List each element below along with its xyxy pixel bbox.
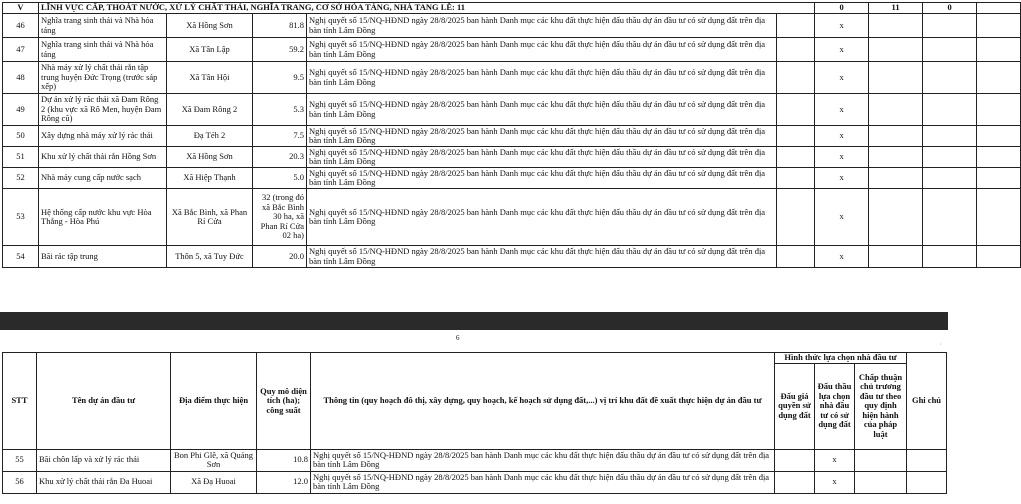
header-opt-approval: Chấp thuận chủ trương đầu tư theo quy định hiện hành của pháp luật (855, 363, 907, 449)
row-empty-cell (869, 38, 923, 62)
row-project-name: Khu xử lý chất thải rắn Hồng Sơn (39, 147, 167, 168)
row-empty-cell (923, 246, 977, 268)
row-auction (775, 471, 815, 493)
row-project-name: Hệ thống cấp nước khu vực Hòa Thắng - Hòa Phú (39, 189, 167, 246)
row-bidding-mark: x (815, 62, 869, 94)
row-location: Xã Đam Rông 2 (167, 94, 253, 126)
row-empty-cell (907, 449, 947, 471)
row-location: Xã Tân Lập (167, 38, 253, 62)
row-scale: 5.0 (253, 168, 307, 189)
row-info: Nghị quyết số 15/NQ-HĐND ngày 28/8/2025 ban hành Danh mục các khu đất thực hiện đấu thầu dự án đầu tư có sử dụng đất trên địa bàn tỉnh Lâm Đồng (307, 62, 777, 94)
row-location: Xã Tân Hội (167, 62, 253, 94)
row-project-name: Bãi chôn lấp và xử lý rác thải (37, 449, 171, 471)
row-empty-cell (977, 126, 1021, 147)
row-stt: 51 (3, 147, 39, 168)
row-empty-cell (923, 38, 977, 62)
row-empty-cell (855, 449, 907, 471)
row-empty-cell (907, 471, 947, 493)
row-location: Xã Hồng Sơn (167, 147, 253, 168)
table-body-top (3, 14, 1021, 268)
table-row (3, 14, 1021, 38)
row-stt: 46 (3, 14, 39, 38)
row-empty-cell (977, 62, 1021, 94)
row-project-name: Nhà máy cung cấp nước sạch (39, 168, 167, 189)
header-row-1 (3, 353, 947, 364)
row-stt: 52 (3, 168, 39, 189)
row-empty-cell (869, 246, 923, 268)
row-empty-cell (869, 126, 923, 147)
section-row (3, 3, 1021, 14)
row-empty-cell (869, 62, 923, 94)
row-info: Nghị quyết số 15/NQ-HĐND ngày 28/8/2025 ban hành Danh mục các khu đất thực hiện đấu thầu dự án đầu tư có sử dụng đất trên địa bàn tỉnh Lâm Đồng (311, 449, 775, 471)
section-count-a: 0 (815, 3, 869, 14)
row-empty-cell (869, 147, 923, 168)
row-auction (777, 94, 815, 126)
row-empty-cell (977, 189, 1021, 246)
row-bidding-mark: x (815, 38, 869, 62)
header-scale: Quy mô diện tích (ha); công suất (257, 353, 311, 450)
row-empty-cell (869, 14, 923, 38)
row-scale: 9.5 (253, 62, 307, 94)
table-row (3, 189, 1021, 246)
row-auction (777, 147, 815, 168)
row-info: Nghị quyết số 15/NQ-HĐND ngày 28/8/2025 ban hành Danh mục các khu đất thực hiện đấu thầu dự án đầu tư có sử dụng đất trên địa bàn tỉnh Lâm Đồng (307, 14, 777, 38)
row-stt: 48 (3, 62, 39, 94)
row-location: Bon Phi Glê, xã Quảng Sơn (171, 449, 257, 471)
row-empty-cell (977, 147, 1021, 168)
row-bidding-mark: x (815, 168, 869, 189)
row-stt: 56 (3, 471, 37, 493)
row-auction (777, 14, 815, 38)
row-bidding-mark: x (815, 449, 855, 471)
row-project-name: Bãi rác tập trung (39, 246, 167, 268)
project-table-bottom (2, 352, 947, 494)
header-location: Địa điểm thực hiện (171, 353, 257, 450)
table-row (3, 168, 1021, 189)
table-row (3, 449, 947, 471)
row-location: Thôn 5, xã Tuy Đức (167, 246, 253, 268)
row-scale: 81.8 (253, 14, 307, 38)
page-break-bar (0, 312, 948, 330)
header-group: Hình thức lựa chọn nhà đầu tư (775, 353, 907, 364)
row-empty-cell (977, 38, 1021, 62)
row-empty-cell (923, 62, 977, 94)
row-empty-cell (923, 189, 977, 246)
header-info: Thông tin (quy hoạch đô thị, xây dựng, quy hoạch, kế hoạch sử dụng đất,...) vị trí khu đất đề xuất thực hiện dự án đầu tư (311, 353, 775, 450)
row-location: Xã Hồng Sơn (167, 14, 253, 38)
row-bidding-mark: x (815, 94, 869, 126)
table-row (3, 94, 1021, 126)
row-auction (777, 62, 815, 94)
row-scale: 7.5 (253, 126, 307, 147)
row-scale: 5.3 (253, 94, 307, 126)
row-scale: 20.0 (253, 246, 307, 268)
row-empty-cell (869, 94, 923, 126)
row-info: Nghị quyết số 15/NQ-HĐND ngày 28/8/2025 ban hành Danh mục các khu đất thực hiện đấu thầu dự án đầu tư có sử dụng đất trên địa bàn tỉnh Lâm Đồng (307, 246, 777, 268)
header-note: Ghi chú (907, 353, 947, 450)
row-info: Nghị quyết số 15/NQ-HĐND ngày 28/8/2025 ban hành Danh mục các khu đất thực hiện đấu thầu dự án đầu tư có sử dụng đất trên địa bàn tỉnh Lâm Đồng (307, 94, 777, 126)
row-stt: 54 (3, 246, 39, 268)
table-row (3, 471, 947, 493)
row-bidding-mark: x (815, 471, 855, 493)
row-location: Xã Hiệp Thạnh (167, 168, 253, 189)
row-project-name: Khu xử lý chất thải rắn Đa Huoai (37, 471, 171, 493)
page-bottom (0, 330, 948, 504)
row-empty-cell (869, 189, 923, 246)
row-info: Nghị quyết số 15/NQ-HĐND ngày 28/8/2025 ban hành Danh mục các khu đất thực hiện đấu thầu dự án đầu tư có sử dụng đất trên địa bàn tỉnh Lâm Đồng (307, 147, 777, 168)
section-count-b: 11 (869, 3, 923, 14)
header-opt-bidding: Đấu thầu lựa chọn nhà đầu tư có sử dụng đất (815, 363, 855, 449)
row-bidding-mark: x (815, 126, 869, 147)
row-empty-cell (977, 168, 1021, 189)
row-bidding-mark: x (815, 246, 869, 268)
row-stt: 47 (3, 38, 39, 62)
row-project-name: Nghĩa trang sinh thái và Nhà hỏa táng (39, 38, 167, 62)
row-stt: 49 (3, 94, 39, 126)
page-break-space (0, 277, 948, 312)
row-empty-cell (923, 168, 977, 189)
row-project-name: Nghĩa trang sinh thái và Nhà hỏa táng (39, 14, 167, 38)
row-info: Nghị quyết số 15/NQ-HĐND ngày 28/8/2025 ban hành Danh mục các khu đất thực hiện đấu thầu dự án đầu tư có sử dụng đất trên địa bàn tỉnh Lâm Đồng (307, 168, 777, 189)
row-empty-cell (855, 471, 907, 493)
row-project-name: Nhà máy xử lý chất thải rắn tập trung huyện Đức Trọng (trước sáp xếp) (39, 62, 167, 94)
row-empty-cell (869, 168, 923, 189)
row-empty-cell (923, 126, 977, 147)
row-empty-cell (923, 14, 977, 38)
row-location: Đạ Tẻh 2 (167, 126, 253, 147)
row-empty-cell (977, 14, 1021, 38)
header-name: Tên dự án đầu tư (37, 353, 171, 450)
table-row (3, 38, 1021, 62)
table-body-bottom (3, 449, 947, 493)
row-auction (777, 126, 815, 147)
table-row (3, 126, 1021, 147)
row-scale: 12.0 (257, 471, 311, 493)
row-auction (777, 189, 815, 246)
table-row (3, 147, 1021, 168)
row-empty-cell (923, 147, 977, 168)
section-roman: V (3, 3, 39, 14)
row-bidding-mark: x (815, 147, 869, 168)
row-stt: 55 (3, 449, 37, 471)
row-scale: 10.8 (257, 449, 311, 471)
table-row (3, 246, 1021, 268)
table-row (3, 62, 1021, 94)
row-info: Nghị quyết số 15/NQ-HĐND ngày 28/8/2025 ban hành Danh mục các khu đất thực hiện đấu thầu dự án đầu tư có sử dụng đất trên địa bàn tỉnh Lâm Đồng (307, 38, 777, 62)
row-auction (775, 449, 815, 471)
margin-mark: · (939, 340, 942, 349)
row-bidding-mark: x (815, 189, 869, 246)
row-scale: 20.3 (253, 147, 307, 168)
row-stt: 50 (3, 126, 39, 147)
row-location: Xã Đạ Huoai (171, 471, 257, 493)
row-auction (777, 38, 815, 62)
row-stt: 53 (3, 189, 39, 246)
row-empty-cell (977, 94, 1021, 126)
row-empty-cell (923, 94, 977, 126)
row-location: Xã Bắc Bình, xã Phan Rí Cửa (167, 189, 253, 246)
project-table-top (2, 2, 1021, 268)
row-scale: 32 (trong đó xã Bắc Bình 30 ha, xã Phan Rí Cửa 02 ha) (253, 189, 307, 246)
row-auction (777, 168, 815, 189)
row-info: Nghị quyết số 15/NQ-HĐND ngày 28/8/2025 ban hành Danh mục các khu đất thực hiện đấu thầu dự án đầu tư có sử dụng đất trên địa bàn tỉnh Lâm Đồng (307, 126, 777, 147)
row-project-name: Dự án xử lý rác thải xã Đam Rông 2 (khu vực xã Rô Men, huyện Đam Rông cũ) (39, 94, 167, 126)
row-empty-cell (977, 246, 1021, 268)
row-project-name: Xây dựng nhà máy xử lý rác thải (39, 126, 167, 147)
row-auction (777, 246, 815, 268)
row-info: Nghị quyết số 15/NQ-HĐND ngày 28/8/2025 ban hành Danh mục các khu đất thực hiện đấu thầu dự án đầu tư có sử dụng đất trên địa bàn tỉnh Lâm Đồng (311, 471, 775, 493)
row-info: Nghị quyết số 15/NQ-HĐND ngày 28/8/2025 ban hành Danh mục các khu đất thực hiện đấu thầu dự án đầu tư có sử dụng đất trên địa bàn tỉnh Lâm Đồng (307, 189, 777, 246)
section-count-c: 0 (923, 3, 977, 14)
section-title: LĨNH VỰC CẤP, THOÁT NƯỚC, XỬ LÝ CHẤT THẢI, NGHĨA TRANG, CƠ SỞ HỎA TÁNG, NHÀ TANG LỄ: 11 (39, 3, 815, 14)
header-opt-auction: Đấu giá quyền sử dụng đất (775, 363, 815, 449)
row-scale: 59.2 (253, 38, 307, 62)
page-number: 6 (456, 334, 460, 342)
row-bidding-mark: x (815, 14, 869, 38)
header-stt: STT (3, 353, 37, 450)
